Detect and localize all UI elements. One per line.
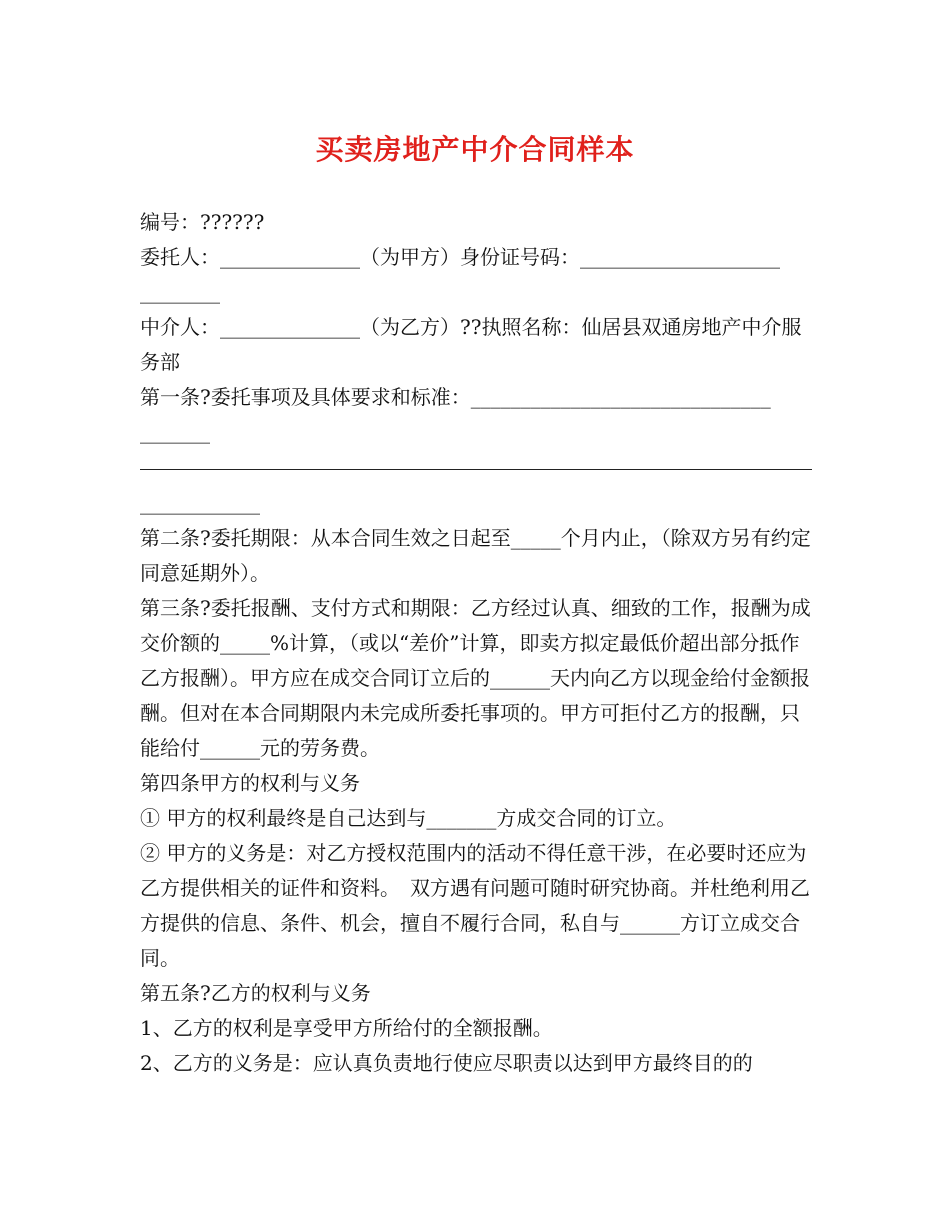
article-3: 第三条?委托报酬、支付方式和期限：乙方经过认真、细致的工作，报酬为成交价额的_____%计算，（或以“差价”计算，即卖方拟定最低价超出部分抵作乙方报酬）。甲方应在成交合同订立后的______天内向乙方以现金给付金额报酬。但对在本合同期限内未完成所委托事项的。甲方可拒付乙方的报酬，只能给付______元的劳务费。	[140, 596, 811, 760]
article-5-heading: 第五条?乙方的权利与义务	[140, 981, 371, 1005]
article-4-item-2: ② 甲方的义务是：对乙方授权范围内的活动不得任意干涉，在必要时还应为乙方提供相关的证件和资料。 双方遇有问题可随时研究协商。并杜绝利用乙方提供的信息、条件、机会，擅自不履行合同，私自与______方订立成交合同。	[140, 841, 810, 970]
article-1-blank-end: ____________	[140, 491, 260, 515]
blank-line	[140, 468, 812, 470]
article-4-heading: 第四条甲方的权利与义务	[140, 771, 360, 795]
article-4-item-1: ① 甲方的权利最终是自己达到与_______方成交合同的订立。	[140, 806, 677, 830]
document-body	[140, 205, 812, 1081]
article-5-item-2: 2、乙方的义务是：应认真负责地行使应尽职责以达到甲方最终目的的	[140, 1051, 753, 1075]
client-line-continuation: ________	[140, 280, 220, 304]
article-1-continuation: _______	[140, 420, 210, 444]
contract-number: 编号：??????	[140, 210, 265, 234]
article-2: 第二条?委托期限：从本合同生效之日起至_____个月内止，（除双方另有约定同意延期外）。	[140, 526, 811, 585]
client-line: 委托人：______________（为甲方）身份证号码：____________________	[140, 245, 780, 269]
document-title: 买卖房地产中介合同样本	[315, 133, 635, 166]
article-5-item-1: 1、乙方的权利是享受甲方所给付的全额报酬。	[140, 1016, 553, 1040]
agent-line: 中介人：______________（为乙方）??执照名称：仙居县双通房地产中介服务部	[140, 315, 802, 374]
article-1: 第一条?委托事项及具体要求和标准：______________________________	[140, 385, 771, 409]
